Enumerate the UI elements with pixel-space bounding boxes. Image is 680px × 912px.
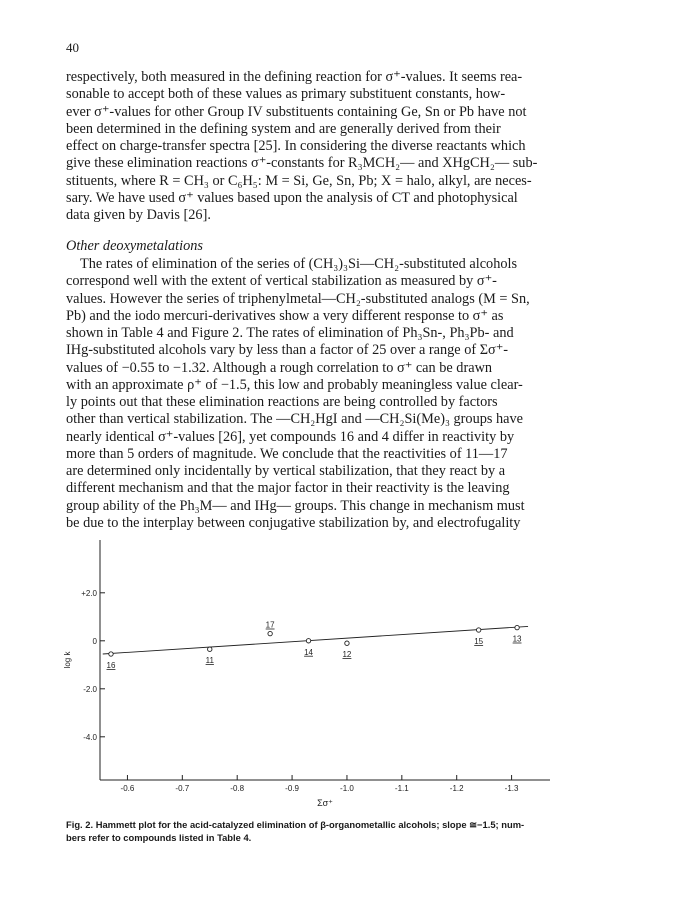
paragraph-2 <box>66 256 626 532</box>
x-tick-label: -1.1 <box>394 784 409 793</box>
paragraph-1 <box>66 69 626 224</box>
point-label: 11 <box>205 656 214 666</box>
text-line: with an approximate ρ⁺ of −1.5, this low and probably meaningless value clear- <box>66 376 523 393</box>
x-tick-label: -1.0 <box>340 784 354 793</box>
text-line: more than 5 orders of magnitude. We conclude that the reactivities of 11—17 <box>66 445 508 462</box>
y-tick-label: 0 <box>92 636 97 646</box>
y-tick-label: -2.0 <box>83 684 97 694</box>
text-line: been determined in the defining system and are generally derived from their <box>66 120 501 137</box>
text-line: group ability of the Ph₃M— and IHg— groups. This change in mechanism must <box>66 497 525 514</box>
text-line: effect on charge-transfer spectra [25]. In considering the diverse reactants which <box>66 138 526 154</box>
text-line: values of −0.55 to −1.32. Although a rough correlation to σ⁺ can be drawn <box>66 359 493 376</box>
x-tick-label: -0.6 <box>120 784 135 793</box>
point-label: 12 <box>342 650 352 660</box>
text-line: are determined only incidentally by vertical stabilization, that they react by a <box>66 463 506 479</box>
point-label: 13 <box>512 634 522 644</box>
text-line: give these elimination reactions σ⁺-constants for R₃MCH₂— and XHgCH₂— sub- <box>66 155 538 172</box>
data-point <box>268 631 272 635</box>
figure-caption <box>66 818 626 844</box>
x-tick-label: -0.7 <box>175 784 190 793</box>
text-line: values. However the series of triphenylmetal—CH₂-substituted analogs (M = Sn, <box>66 290 530 307</box>
text-line: nearly identical σ⁺-values [26], yet compounds 16 and 4 differ in reactivity by <box>66 428 515 445</box>
data-point <box>109 652 113 656</box>
text-line: sonable to accept both of these values as primary substituent constants, how- <box>66 86 506 103</box>
hammett-plot-figure <box>60 535 620 820</box>
text-line: data given by Davis [26]. <box>66 207 211 223</box>
text-line: be due to the interplay between conjugative stabilization by, and electrofugality <box>66 514 521 531</box>
point-label: 16 <box>106 661 116 670</box>
point-label: 17 <box>265 620 275 630</box>
text-line: correspond well with the extent of vertical stabilization as measured by σ⁺- <box>66 273 497 290</box>
text-line: The rates of elimination of the series of (CH₃)₃Si—CH₂-substituted alcohols <box>80 256 518 272</box>
text-line: stituents, where R = CH₃ or C₆H₅: M = Si, Ge, Sn, Pb; X = halo, alkyl, are neces- <box>66 172 532 189</box>
data-point <box>306 639 310 643</box>
y-axis-label: log k <box>63 651 72 669</box>
x-tick-label: -1.3 <box>504 784 519 793</box>
point-label: 15 <box>474 637 484 646</box>
text-line: sary. We have used σ⁺ values based upon the analysis of CT and photophysical <box>66 189 518 206</box>
text-line: other than vertical stabilization. The —CH₂HgI and —CH₂Si(Me)₃ groups have <box>66 411 523 428</box>
data-point <box>476 628 480 632</box>
x-tick-label: -0.8 <box>230 784 245 793</box>
x-axis-label: Σσ⁺ <box>317 798 333 808</box>
y-tick-label: +2.0 <box>81 588 97 598</box>
caption-line: Fig. 2. Hammett plot for the acid-catalyzed elimination of β-organometallic alcohols; slope ≅−1.5; num- <box>66 819 525 830</box>
data-point <box>345 641 349 645</box>
text-line: different mechanism and that the major factor in their reactivity is the leaving <box>66 480 510 497</box>
text-line: ever σ⁺-values for other Group IV substituents containing Ge, Sn or Pb have not <box>66 103 527 120</box>
page-number: 40 <box>66 40 79 55</box>
point-label: 14 <box>304 647 313 657</box>
data-point <box>515 625 519 629</box>
text-line: ly points out that these elimination reactions are being controlled by factors <box>66 394 498 410</box>
text-line: respectively, both measured in the defining reaction for σ⁺-values. It seems rea- <box>66 69 523 85</box>
y-tick-label: -4.0 <box>83 732 97 742</box>
text-line: IHg-substituted alcohols vary by less than a factor of 25 over a range of Σσ⁺- <box>66 342 509 359</box>
section-title: Other deoxymetalations <box>66 238 203 254</box>
text-line: Pb) and the iodo mercuri-derivatives show a very different response to σ⁺ as <box>66 307 504 324</box>
x-tick-label: -1.2 <box>449 784 464 793</box>
caption-line: bers refer to compounds listed in Table 4. <box>66 832 252 843</box>
fit-line <box>103 626 528 654</box>
data-point <box>208 647 212 651</box>
hammett-plot <box>60 535 620 815</box>
text-line: shown in Table 4 and Figure 2. The rates of elimination of Ph₃Sn-, Ph₃Pb- and <box>66 325 514 341</box>
x-tick-label: -0.9 <box>285 784 299 793</box>
